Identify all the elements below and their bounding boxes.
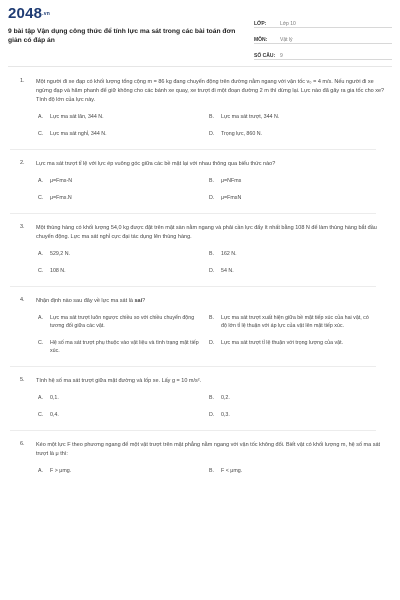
meta-row-subject [254,30,392,44]
answer-option-c[interactable] [38,194,209,202]
question-number: 2. [20,160,25,166]
option-letter: B. [209,114,215,120]
answer-options [38,113,386,138]
option-letter: A. [38,468,44,474]
question-3 [0,224,400,287]
option-letter: D. [209,268,215,274]
option-letter: D. [209,131,215,137]
answer-option-a[interactable] [38,314,209,330]
question-text: Một người đi xe đạp có khối lượng tổng cộng m = 86 kg đang chuyển động trên đường nằm ngang với vận tốc v₀ = 4 m/s. Nếu người đi xe ngừng đạp và hãm phanh để giữ không cho các bánh xe quay, xe trượt đi một đoạn đường 2 m thì dừng lại. Lực nào đã gây ra gia tốc cho xe? Tính độ lớn của lực này. [36,79,385,103]
question-number: 5. [20,377,25,383]
question-1 [0,78,400,150]
header [0,0,400,66]
answer-option-a[interactable] [38,250,209,258]
option-text: Lực ma sát nghỉ, 344 N. [50,131,107,137]
question-text: Kéo một lực F theo phương ngang để một vật trượt trên mặt phẳng nằm ngang với vận tốc không đổi. Biết vật có khối lượng m, hệ số ma sát trượt là μ thì: [36,442,381,457]
option-text: Lực ma sát trượt luôn ngược chiều so với chiều chuyển động tương đối giữa các vật. [50,315,195,329]
answer-option-c[interactable] [38,411,209,419]
option-text: μ=Fms.N [50,195,72,201]
answer-option-c[interactable] [38,130,209,138]
option-letter: B. [209,251,215,257]
answer-option-c[interactable] [38,339,209,355]
option-letter: B. [209,178,215,184]
option-text: 529,2 N. [50,251,71,257]
meta-value: 9 [280,53,283,59]
question-divider [10,286,376,287]
answer-option-d[interactable] [209,339,369,355]
meta-row-count [254,46,392,60]
question-number: 6. [20,441,25,447]
answer-option-b[interactable] [209,314,369,330]
question-text [36,297,386,306]
logo-suffix: .vn [42,11,50,18]
answer-options [38,314,386,355]
option-text: 0,3. [221,412,230,418]
option-text: Lực ma sát trượt, 344 N. [221,114,280,120]
option-text: Hệ số ma sát trượt phụ thuộc vào vật liệu và tình trạng mặt tiếp xúc. [50,340,199,354]
quiz-meta [254,14,392,62]
option-text: 108 N. [50,268,66,274]
answer-options [38,467,386,475]
option-text: μ=Fms-N [50,178,73,184]
option-text: Lực ma sát trượt tỉ lệ thuận với trọng lượng của vật. [221,340,344,346]
question-text-end: ? [142,298,146,304]
question-emphasis: sai [134,298,143,304]
question-text: Một thùng hàng có khối lượng 54,0 kg được đặt trên mặt sàn nằm ngang và phải cần lực đẩy ít nhất bằng 108 N để làm thùng hàng bắt đầu chuyển động. Lực ma sát nghỉ cực đại tác dụng lên thùng hàng. [36,225,377,240]
question-2 [0,160,400,214]
option-text: 54 N. [221,268,234,274]
meta-row-class [254,14,392,28]
question-5 [0,377,400,431]
meta-label: MÔN: [254,37,268,43]
header-divider [8,66,392,67]
answer-option-d[interactable] [209,411,369,419]
answer-option-b[interactable] [209,250,369,258]
answer-options [38,177,386,202]
option-letter: C. [38,131,44,137]
option-letter: D. [209,195,215,201]
option-text: F > μmg. [50,468,72,474]
option-letter: D. [209,412,215,418]
question-divider [10,366,376,367]
option-letter: C. [38,195,44,201]
option-letter: A. [38,315,44,321]
answer-option-a[interactable] [38,394,209,402]
answer-options [38,394,386,419]
question-divider [10,213,376,214]
question-divider [10,430,376,431]
option-text: μ=NFms [221,178,242,184]
meta-label: LỚP: [254,21,267,27]
option-letter: B. [209,395,215,401]
page-title: 9 bài tập Vận dụng công thức để tính lực ma sát trong các bài toán đơn giản có đáp án [8,28,236,44]
answer-option-c[interactable] [38,267,209,275]
meta-value: Lớp 10 [280,21,296,27]
question-number: 1. [20,78,25,84]
answer-option-b[interactable] [209,177,369,185]
question-number: 4. [20,297,25,303]
question-number: 3. [20,224,25,230]
option-letter: B. [209,315,215,321]
option-letter: C. [38,412,44,418]
answer-options [38,250,386,275]
question-6 [0,441,400,475]
question-divider [10,149,376,150]
option-letter: D. [209,340,215,346]
option-letter: A. [38,114,44,120]
option-text: 162 N. [221,251,237,257]
answer-option-d[interactable] [209,267,369,275]
option-text: 0,4. [50,412,59,418]
option-text: 0,1. [50,395,59,401]
answer-option-b[interactable] [209,113,369,121]
option-text: Lực ma sát trượt xuất hiện giữa bề mặt tiếp xúc của hai vật, có độ lớn tỉ lệ thuận với áp lực của vật lên mặt tiếp xúc. [221,315,369,329]
option-text: F < μmg. [221,468,243,474]
question-text: Lực ma sát trượt tỉ lệ với lực ép vuông góc giữa các bề mặt lại với nhau thông qua biểu thức nào? [36,161,276,167]
option-letter: B. [209,468,215,474]
option-text: μ=FmsN [221,195,242,201]
answer-option-a[interactable] [38,177,209,185]
option-text: 0,2. [221,395,230,401]
site-logo[interactable] [8,5,50,22]
answer-option-a[interactable] [38,467,209,475]
logo-main: 2048 [8,5,43,22]
answer-option-b[interactable] [209,467,369,475]
option-text: Trọng lực, 860 N. [221,131,263,137]
option-letter: A. [38,395,44,401]
option-letter: C. [38,268,44,274]
question-text-main: Nhận định nào sau đây về lực ma sát là [36,298,135,304]
option-letter: C. [38,340,44,346]
answer-option-b[interactable] [209,394,369,402]
question-4 [0,297,400,367]
answer-option-d[interactable] [209,130,369,138]
meta-label: SỐ CÂU: [254,53,276,59]
option-letter: A. [38,178,44,184]
option-letter: A. [38,251,44,257]
question-text: Tính hệ số ma sát trượt giữa mặt đường và lốp xe. Lấy g = 10 m/s². [36,378,202,384]
answer-option-d[interactable] [209,194,369,202]
option-text: Lực ma sát lăn, 344 N. [50,114,104,120]
meta-value: Vật lý [280,37,293,43]
answer-option-a[interactable] [38,113,209,121]
question-list [0,78,400,475]
